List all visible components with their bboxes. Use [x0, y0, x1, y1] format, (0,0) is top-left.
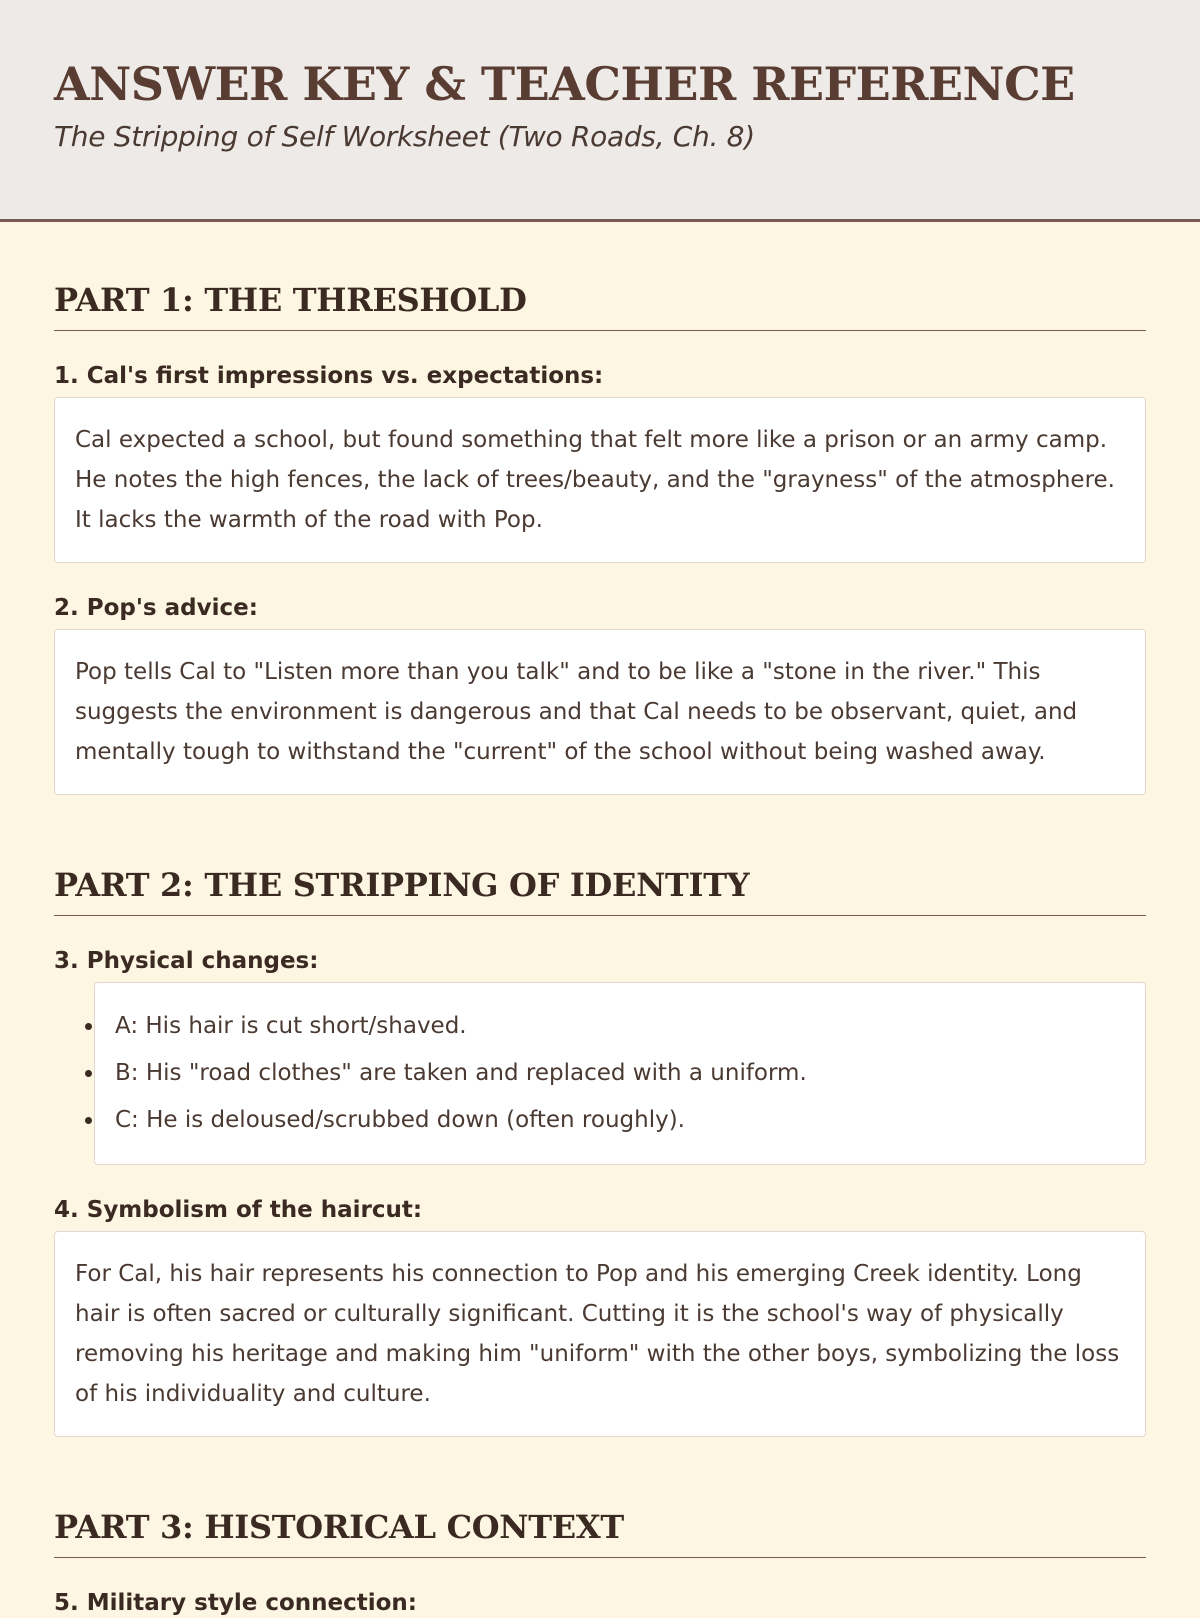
answer-box: Pop tells Cal to "Listen more than you talk" and to be like a "stone in the river." This suggests the environment is dangerous and that Cal needs to be observant, quiet, and mentally tough to withstand the "current" of the school without being washed away.	[54, 629, 1146, 795]
question-label: 4. Symbolism of the haircut:	[54, 1197, 423, 1223]
part-heading: PART 3: HISTORICAL CONTEXT	[54, 1507, 1146, 1558]
list-item-text: B: His "road clothes" are taken and replaced with a uniform.	[115, 1060, 807, 1086]
document-header	[0, 0, 1200, 222]
bullet-icon	[85, 1023, 92, 1030]
part-heading: PART 2: THE STRIPPING OF IDENTITY	[54, 865, 1146, 916]
part-1-section	[54, 280, 1146, 795]
document-body	[0, 280, 1200, 1618]
answer-box: For Cal, his hair represents his connection to Pop and his emerging Creek identity. Long hair is often sacred or culturally significant. Cutting it is the school's way of physically removing his heritage and making him "uniform" with the other boys, symbolizing the loss of his individuality and culture.	[54, 1231, 1146, 1437]
list-item	[115, 1050, 1125, 1097]
question-label: 2. Pop's advice:	[54, 595, 258, 621]
bullet-icon	[85, 1117, 92, 1124]
part-heading: PART 1: THE THRESHOLD	[54, 280, 1146, 331]
answer-box: Cal expected a school, but found something that felt more like a prison or an army camp. He notes the high fences, the lack of trees/beauty, and the "grayness" of the atmosphere. It lacks the warmth of the road with Pop.	[54, 397, 1146, 563]
answer-list-wrapper	[94, 982, 1146, 1165]
part-3-section	[54, 1507, 1146, 1618]
question-label: 3. Physical changes:	[54, 948, 319, 974]
list-item	[115, 1003, 1125, 1050]
list-item	[115, 1097, 1125, 1144]
part-2-section	[54, 865, 1146, 1437]
page-title: ANSWER KEY & TEACHER REFERENCE	[54, 57, 1075, 111]
answer-list	[94, 982, 1146, 1165]
page-subtitle: The Stripping of Self Worksheet (Two Roads, Ch. 8)	[54, 120, 755, 153]
question-label: 5. Military style connection:	[54, 1590, 417, 1616]
list-item-text: A: His hair is cut short/shaved.	[115, 1013, 467, 1039]
bullet-icon	[85, 1070, 92, 1077]
question-label: 1. Cal's first impressions vs. expectations:	[54, 363, 604, 389]
list-item-text: C: He is deloused/scrubbed down (often roughly).	[115, 1107, 685, 1133]
